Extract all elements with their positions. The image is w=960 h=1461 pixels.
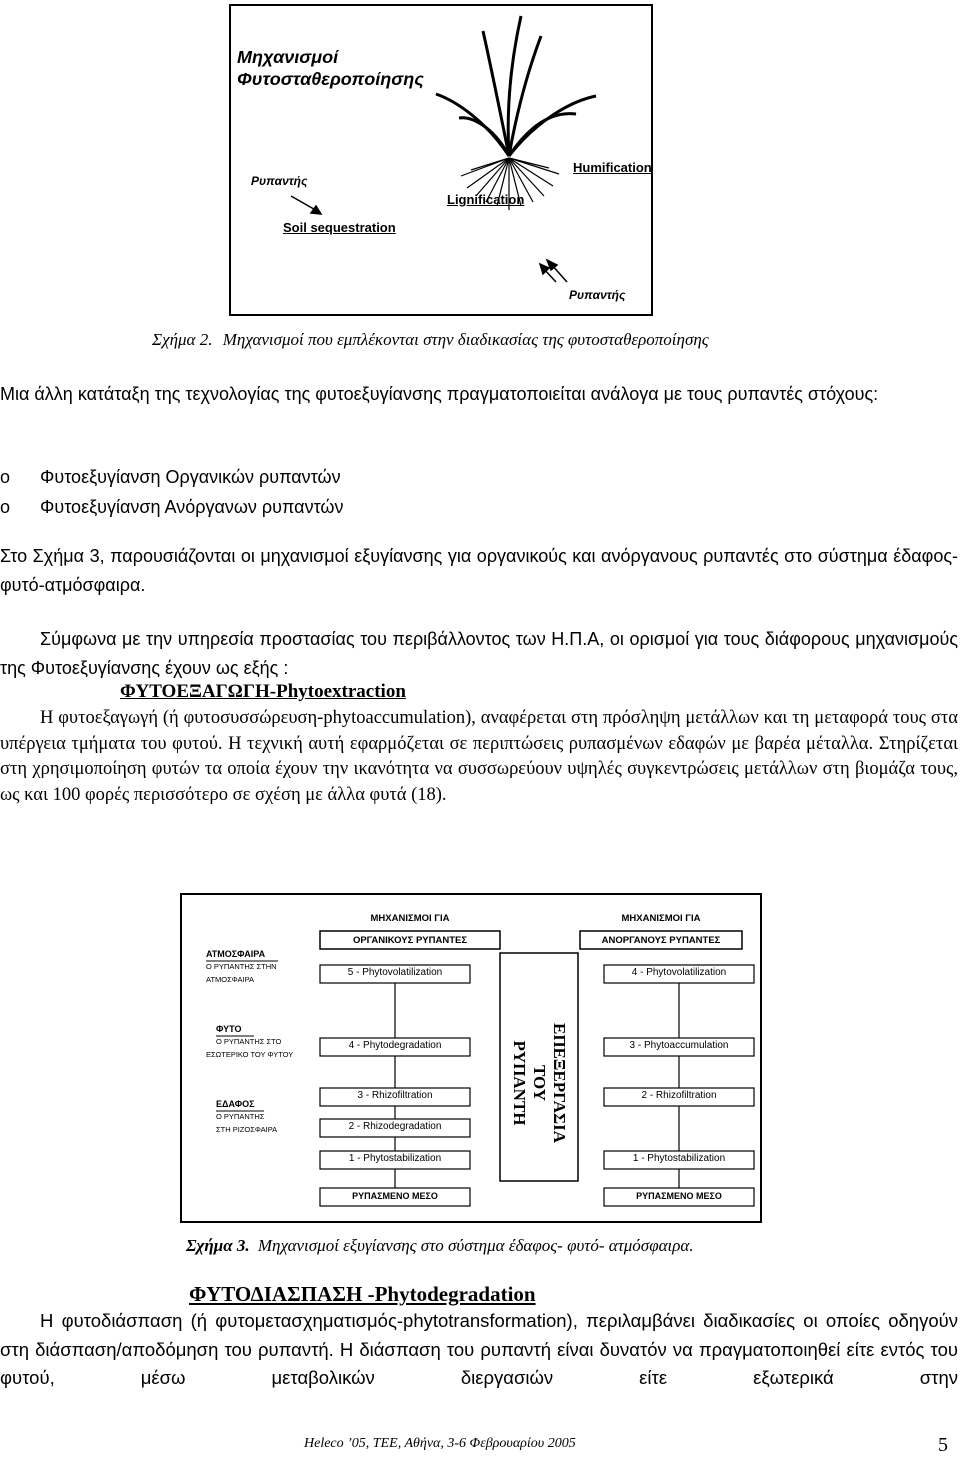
heading-phytoextraction: ΦΥΤΟΕΞΑΓΩΓΗ-Phytoextraction <box>120 681 406 702</box>
inorganic-header-line1: ΜΗΧΑΝΙΣΜΟΙ ΓΙΑ <box>621 913 701 924</box>
zone-line1: Ο ΡΥΠΑΝΤΗΣ <box>216 1112 265 1121</box>
zone-line2: ΕΣΩΤΕΡΙΚΟ ΤΟΥ ΦΥΤΟΥ <box>206 1050 294 1059</box>
organic-footer: ΡΥΠΑΣΜΕΝΟ ΜΕΣΟ <box>352 1191 438 1201</box>
figure1-title-line1: Μηχανισμοί <box>237 47 339 67</box>
zone-title: ΕΔΑΦΟΣ <box>216 1099 255 1109</box>
zone-atmosphere <box>206 949 277 984</box>
figure1-title-line2: Φυτοσταθεροποίησης <box>237 69 424 89</box>
zone-line1: Ο ΡΥΠΑΝΤΗΣ ΣΤΟ <box>216 1037 282 1046</box>
figure2-caption-label: Σχήμα 3. <box>186 1236 250 1255</box>
list-item-text: Φυτοεξυγίανση Οργανικών ρυπαντών <box>40 467 341 487</box>
organic-item-4: 4 - Phytodegradation <box>348 1040 442 1051</box>
figure1-caption-text: Μηχανισμοί που εμπλέκονται στην διαδικασίας της φυτοσταθεροποίησης <box>222 330 709 349</box>
target-pollutant-list <box>0 462 344 522</box>
figure-remediation-mechanisms <box>180 893 762 1223</box>
center-box <box>500 953 578 1181</box>
figure-phytostabilization <box>229 4 653 316</box>
zone-plant <box>206 1024 294 1059</box>
zone-title: ΑΤΜΟΣΦΑΙΡΑ <box>206 949 266 959</box>
organic-item-3: 3 - Rhizofiltration <box>357 1090 433 1101</box>
bullet-marker: o <box>0 497 11 517</box>
center-line2: ΤΟΥ <box>530 1064 549 1102</box>
inorganic-header-line2: ΑΝΟΡΓΑΝΟΥΣ ΡΥΠΑΝΤΕΣ <box>601 935 721 946</box>
label-pollutant-left: Ρυπαντής <box>251 174 308 188</box>
phytodegradation-paragraph: Η φυτοδιάσπαση (ή φυτομετασχηματισμός-phytotransformation), περιλαμβάνει διαδικασίες οι οποίες οδηγούν στη διάσπαση/αποδόμηση του ρυπαντή. Η διάσπαση του ρυπαντή είναι δυνατόν να πραγματοποιηθεί είτε εντός του φυτού, μέσω μεταβολικών διεργασιών είτε εξωτερικά στην <box>0 1310 958 1388</box>
figure1-title <box>237 46 424 90</box>
figure1-caption <box>152 330 709 350</box>
center-box-text <box>509 968 569 1198</box>
intro-paragraph: Μια άλλη κατάταξη της τεχνολογίας της φυτοεξυγίανσης πραγματοποιείται ανάλογα με τους ρυπαντές στόχους: <box>0 384 879 404</box>
list-item-text: Φυτοεξυγίανση Ανόργανων ρυπαντών <box>40 497 344 517</box>
label-lignification: Lignification <box>447 192 525 207</box>
page-footer-text: Heleco ’05, ΤΕΕ, Αθήνα, 3-6 Φεβρουαρίου 2005 <box>304 1436 576 1451</box>
organic-item-1: 1 - Phytostabilization <box>348 1153 442 1164</box>
figure3-paragraph: Στο Σχήμα 3, παρουσιάζονται οι μηχανισμοί εξυγίανσης για οργανικούς και ανόργανους ρυπαντές στο σύστημα έδαφος-φυτό-ατμόσφαιρα. <box>0 546 958 595</box>
organic-header-line1: ΜΗΧΑΝΙΣΜΟΙ ΓΙΑ <box>370 913 450 924</box>
figure2-caption-text: Μηχανισμοί εξυγίανσης στο σύστημα έδαφος- φυτό- ατμόσφαιρα. <box>257 1236 694 1255</box>
zone-line1: Ο ΡΥΠΑΝΤΗΣ ΣΤΗΝ <box>206 962 277 971</box>
figure1-caption-label: Σχήμα 2. <box>152 330 213 349</box>
epa-paragraph: Σύμφωνα με την υπηρεσία προστασίας του περιβάλλοντος των Η.Π.Α, οι ορισμοί για τους διάφορους μηχανισμούς της Φυτοεξυγίανσης έχουν ως εξής : <box>0 629 958 678</box>
list-item <box>0 492 344 522</box>
zone-title: ΦΥΤΟ <box>216 1024 242 1034</box>
organic-item-5: 5 - Phytovolatilization <box>347 967 443 978</box>
center-line3: ΡΥΠΑΝΤΗ <box>510 1040 529 1126</box>
center-line1: ΕΠΕΞΕΡΓΑΣΙΑ <box>550 1023 569 1143</box>
inorganic-item-1: 1 - Phytostabilization <box>632 1153 726 1164</box>
figure2-caption <box>186 1236 694 1256</box>
page-number: 5 <box>938 1434 948 1456</box>
bullet-marker: o <box>0 467 11 487</box>
zone-line2: ΑΤΜΟΣΦΑΙΡΑ <box>206 975 255 984</box>
zone-line2: ΣΤΗ ΡΙΖΟΣΦΑΙΡΑ <box>216 1125 278 1134</box>
phytoextraction-paragraph: Η φυτοεξαγωγή (ή φυτοσυσσώρευση-phytoaccumulation), αναφέρεται στη πρόσληψη μετάλλων και τη μεταφορά τους στα υπέργεια τμήματα του φυτού. Η τεχνική αυτή εφαρμόζεται σε περιπτώσεις ρυπασμένων εδαφών με βαρέα μέταλλα. Στηρίζεται στη χρησιμοποίηση φυτών τα οποία έχουν την ικανότητα να συσσωρεύουν υψηλές συγκεντρώσεις μετάλλων στη βιομάζα τους, ως και 100 φορές περισσότερο σε σχέση με άλλα φυτά (18). <box>0 708 958 805</box>
inorganic-footer: ΡΥΠΑΣΜΕΝΟ ΜΕΣΟ <box>636 1191 722 1201</box>
inorganic-item-3: 3 - Phytoaccumulation <box>629 1040 729 1051</box>
organic-header-line2: ΟΡΓΑΝΙΚΟΥΣ ΡΥΠΑΝΤΕΣ <box>352 935 468 946</box>
inorganic-item-2: 2 - Rhizofiltration <box>641 1090 717 1101</box>
label-pollutant-bottom: Ρυπαντής <box>569 288 626 302</box>
label-soil-sequestration: Soil sequestration <box>283 220 396 235</box>
label-humification: Humification <box>573 160 652 175</box>
heading-phytodegradation: ΦΥΤΟΔΙΑΣΠΑΣΗ -Phytodegradation <box>189 1282 536 1306</box>
organic-item-2: 2 - Rhizodegradation <box>348 1121 442 1132</box>
list-item <box>0 462 344 492</box>
zone-soil <box>216 1099 277 1134</box>
inorganic-item-4: 4 - Phytovolatilization <box>631 967 727 978</box>
